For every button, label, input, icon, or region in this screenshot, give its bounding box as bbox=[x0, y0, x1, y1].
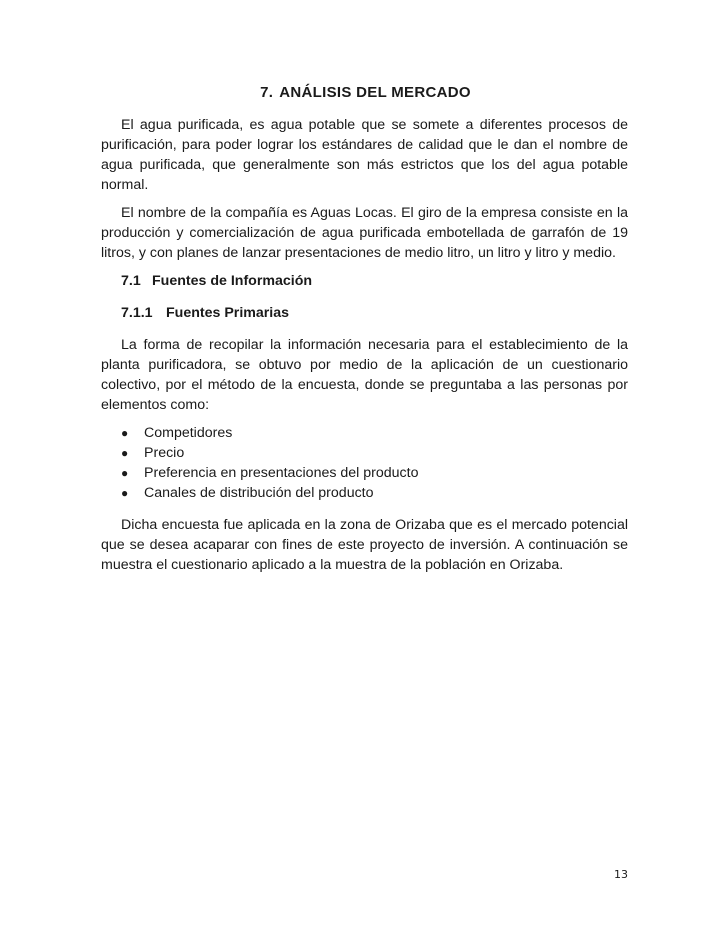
bullet-icon: ● bbox=[121, 446, 129, 460]
paragraph-survey: Dicha encuesta fue aplicada en la zona de Orizaba que es el mercado potencial que se desea acaparar con fines de este proyecto de inversión. A continuación se muestra el cuestionario aplicado a la muestra de la población en Orizaba. bbox=[101, 517, 628, 573]
list-item-text: Preferencia en presentaciones del producto bbox=[144, 465, 419, 481]
subsection-number: 7.1.1 bbox=[121, 305, 153, 321]
bullet-icon: ● bbox=[121, 486, 129, 500]
paragraph-company: El nombre de la compañía es Aguas Locas. El giro de la empresa consiste en la producción y comercialización de agua purificada embotellada de garrafón de 19 litros, y con planes de lanzar presentaciones de medio litro, un litro y litro y medio. bbox=[101, 205, 628, 261]
page-number: 13 bbox=[614, 868, 628, 881]
bullet-icon: ● bbox=[121, 466, 129, 480]
chapter-number: 7. bbox=[260, 84, 274, 101]
chapter-title bbox=[101, 84, 628, 101]
subsection-title: Fuentes Primarias bbox=[166, 305, 290, 321]
list-item bbox=[101, 423, 628, 443]
list-item bbox=[101, 463, 628, 483]
paragraph-definition: El agua purificada, es agua potable que se somete a diferentes procesos de purificación, para poder lograr los estándares de calidad que le dan el nombre de agua purificada, que generalmente son más estrictos que los del agua potable normal. bbox=[101, 117, 628, 193]
page-content bbox=[101, 84, 628, 583]
subsection-heading bbox=[121, 303, 628, 323]
list-item-text: Canales de distribución del producto bbox=[144, 485, 374, 501]
list-item-text: Precio bbox=[144, 445, 185, 461]
paragraph-method: La forma de recopilar la información necesaria para el establecimiento de la planta purificadora, se obtuvo por medio de la aplicación de un cuestionario colectivo, por el método de la encuesta, donde se preguntaba a las personas por elementos como: bbox=[101, 337, 628, 413]
list-item bbox=[101, 483, 628, 503]
list-item-text: Competidores bbox=[144, 425, 233, 441]
chapter-title-text: ANÁLISIS DEL MERCADO bbox=[279, 84, 471, 101]
list-item bbox=[101, 443, 628, 463]
bullet-icon: ● bbox=[121, 426, 129, 440]
bullet-list bbox=[101, 423, 628, 503]
section-number: 7.1 bbox=[121, 273, 141, 289]
section-heading bbox=[121, 271, 628, 291]
section-title: Fuentes de Información bbox=[152, 273, 313, 289]
